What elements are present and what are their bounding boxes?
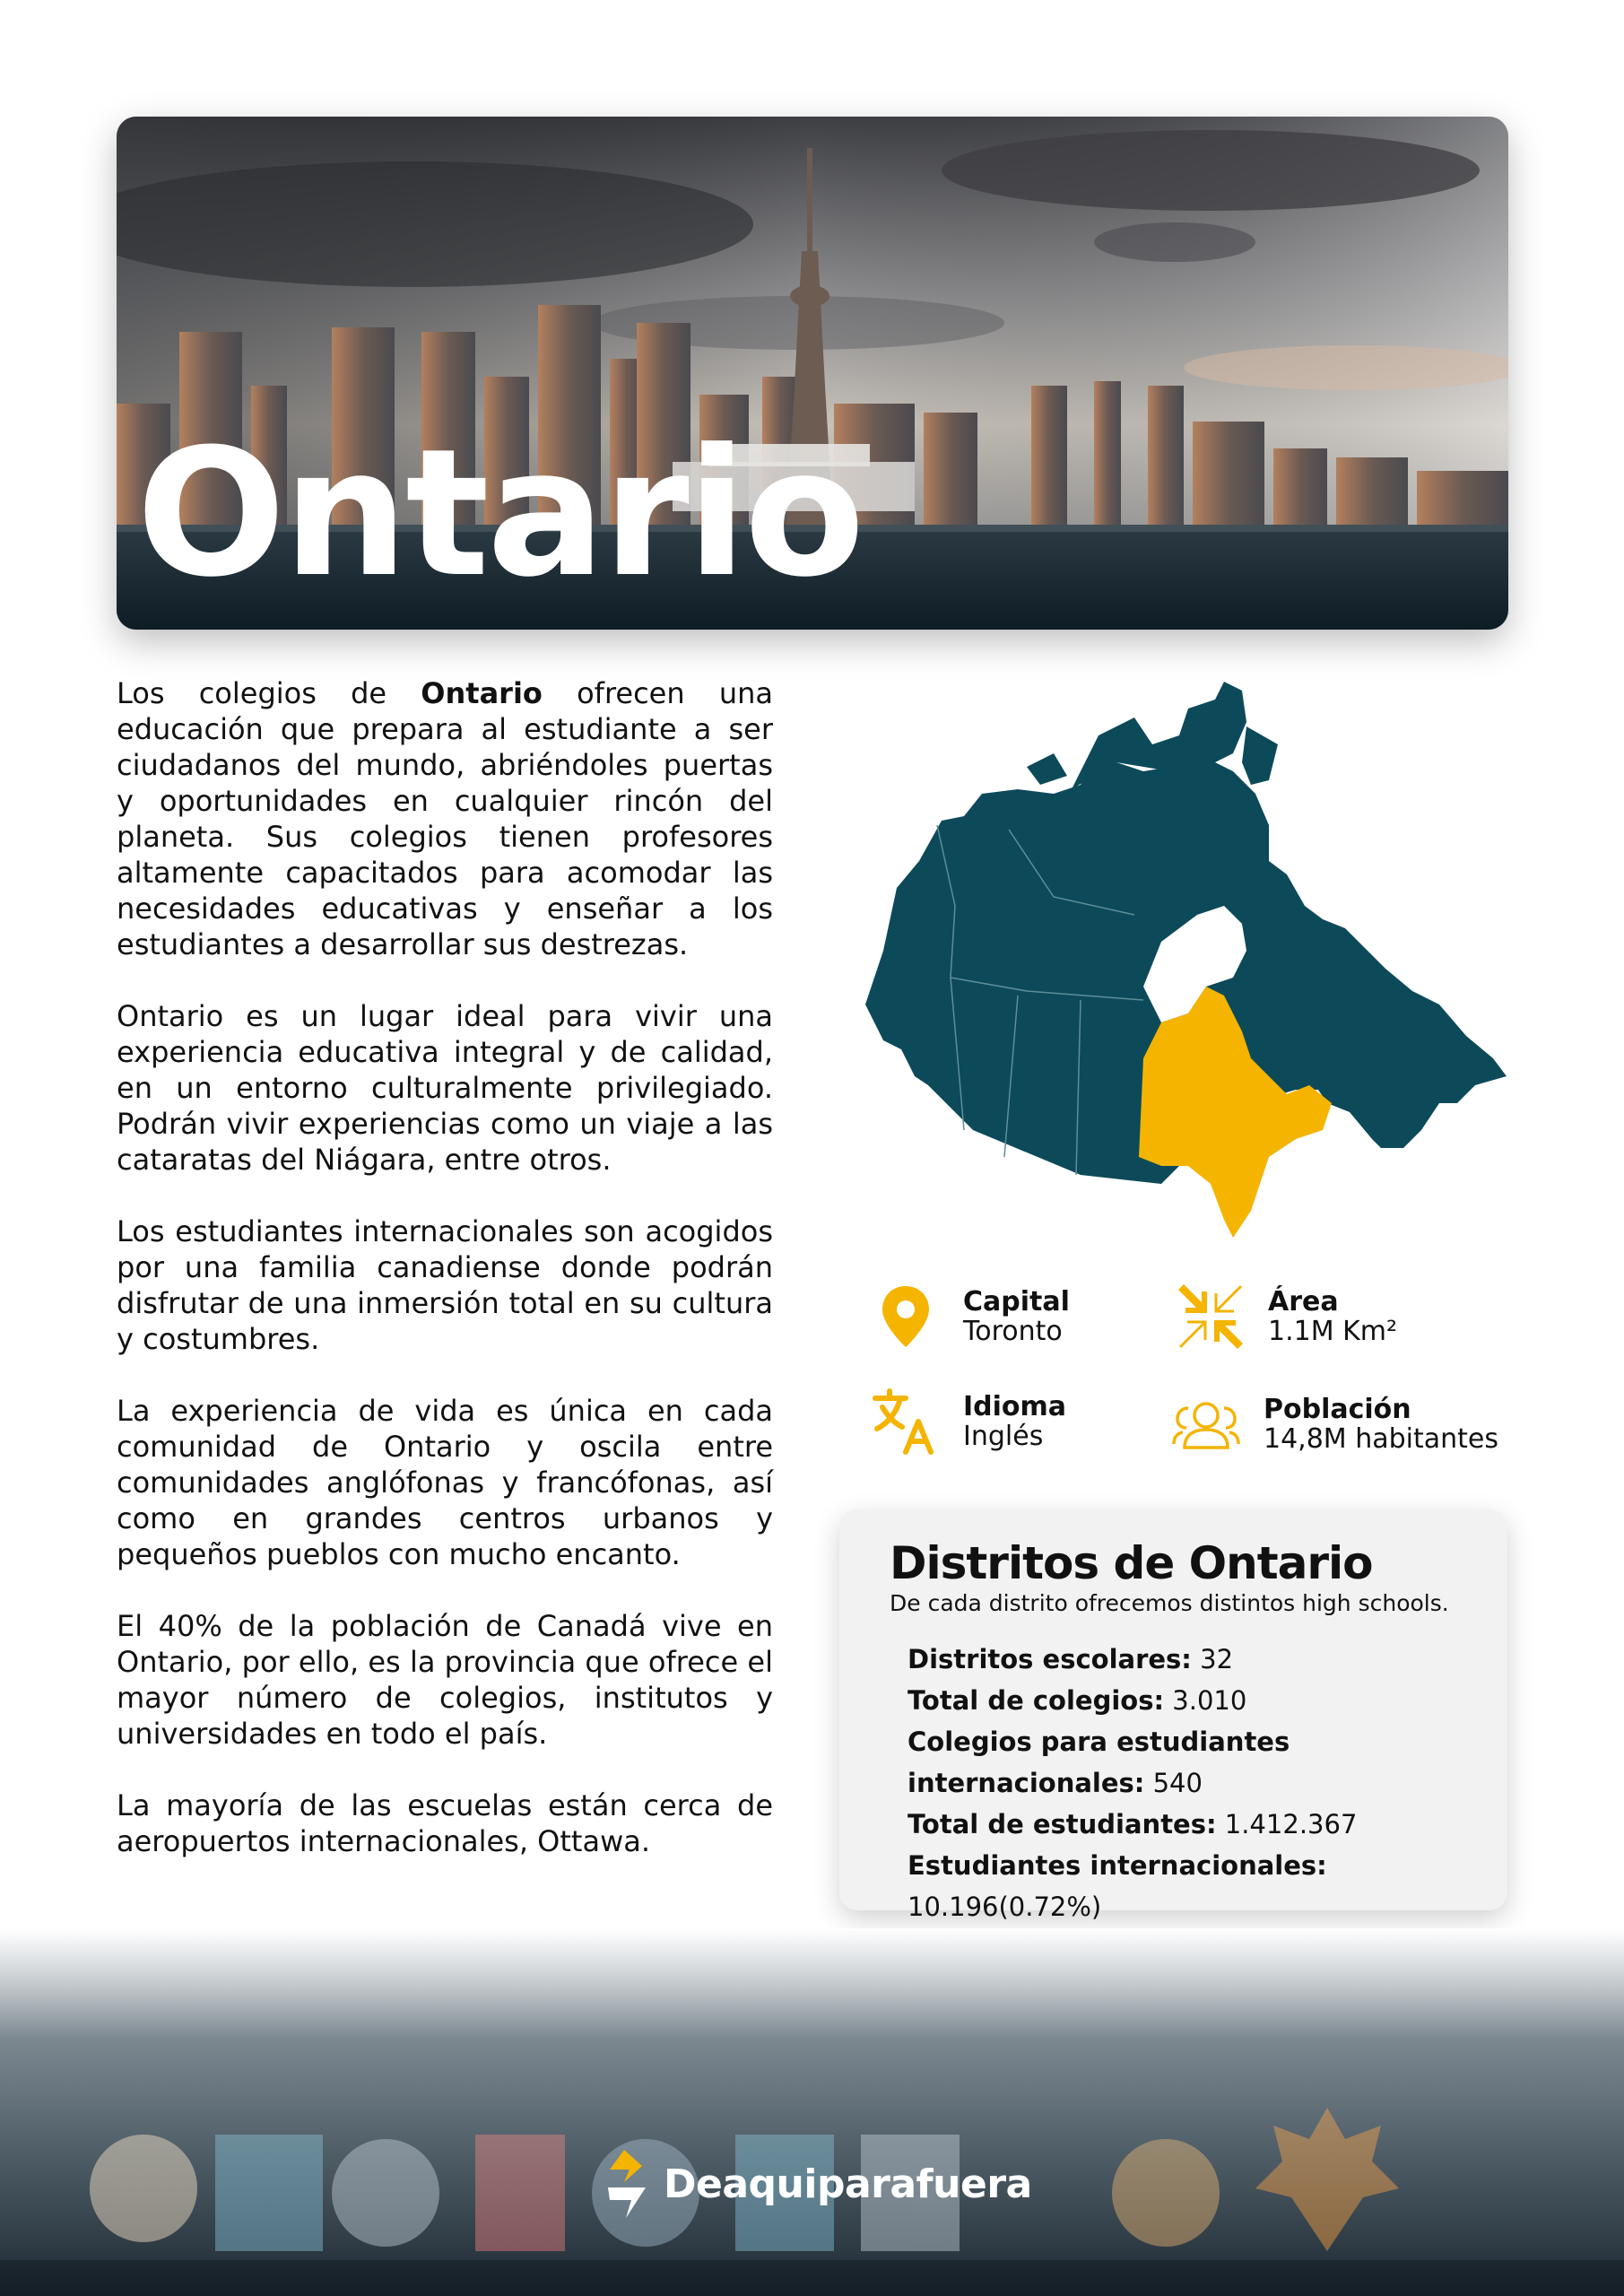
- compress-arrows-icon: [1175, 1281, 1246, 1352]
- stat-colegios: Total de colegios: 3.010: [908, 1685, 1247, 1716]
- districts-title: Distritos de Ontario: [890, 1537, 1373, 1589]
- stat-intl-colegios: internacionales: 540: [908, 1768, 1203, 1798]
- brand-arrow-icon: [599, 2148, 651, 2220]
- paragraph-population: El 40% de la población de Canadá vive en Ontario, por ello, es la provincia que ofrece el mayor número de colegios, institutos y universidades en todo el país.: [117, 1609, 773, 1751]
- paragraph-host-family: Los estudiantes internacionales son acogidos por una familia canadiense donde podrán disfrutar de una inmersión total en su cultura y costumbres.: [117, 1214, 773, 1356]
- stat-intl-colegios-label: Colegios para estudiantes: [908, 1726, 1290, 1757]
- brand-logo: [599, 2148, 1032, 2220]
- canada-map-icon: [847, 682, 1511, 1242]
- people-icon: [1170, 1388, 1242, 1460]
- districts-card: [839, 1509, 1507, 1922]
- translate-icon: [870, 1386, 942, 1457]
- districts-stats: [908, 1639, 1499, 1927]
- page-title: Ontario: [136, 412, 863, 616]
- paragraph-communities: La experiencia de vida es única en cada comunidad de Ontario y oscila entre comunidades anglófonas y francófonas, así como en grandes centros urbanos y pequeños pueblos con mucho encanto.: [117, 1394, 773, 1571]
- description: [117, 675, 773, 1895]
- districts-subtitle: De cada distrito ofrecemos distintos high schools.: [890, 1590, 1449, 1616]
- footer-banner: [0, 1928, 1624, 2296]
- paragraph-airports: La mayoría de las escuelas están cerca de aeropuertos internacionales, Ottawa.: [117, 1788, 773, 1858]
- location-pin-icon: [870, 1281, 942, 1352]
- fact-area: Área 1.1M Km²: [1175, 1281, 1397, 1352]
- brand-name: Deaquiparafuera: [664, 2161, 1032, 2207]
- stat-distritos: Distritos escolares: 32: [908, 1644, 1234, 1674]
- toronto-sign-photo: [0, 1928, 1624, 2296]
- fact-poblacion: Población 14,8M habitantes: [1170, 1388, 1498, 1460]
- paragraph-experience: Ontario es un lugar ideal para vivir una experiencia educativa integral y de calidad, en un entorno culturalmente privilegiado. Podrán vivir experiencias como un viaje a las cataratas del Niágara, entre otros.: [117, 999, 773, 1177]
- fact-idioma: Idioma Inglés: [870, 1386, 1066, 1457]
- paragraph-intro: Los colegios de Ontario ofrecen una educación que prepara al estudiante a ser ciudadanos del mundo, abriéndoles puertas y oportunidades en cualquier rincón del planeta. Sus colegios tienen profesores altamente capacitados para acomodar las necesidades educativas y enseñar a los estudiantes a desarrollar sus destrezas.: [117, 676, 774, 961]
- stat-estudiantes: Total de estudiantes: 1.412.367: [908, 1809, 1358, 1839]
- hero-banner: [117, 117, 1508, 630]
- province-name-bold: Ontario: [421, 676, 543, 710]
- stat-intl-estudiantes: Estudiantes internacionales: 10.196(0.72%): [908, 1850, 1327, 1922]
- fact-capital: Capital Toronto: [870, 1281, 1070, 1352]
